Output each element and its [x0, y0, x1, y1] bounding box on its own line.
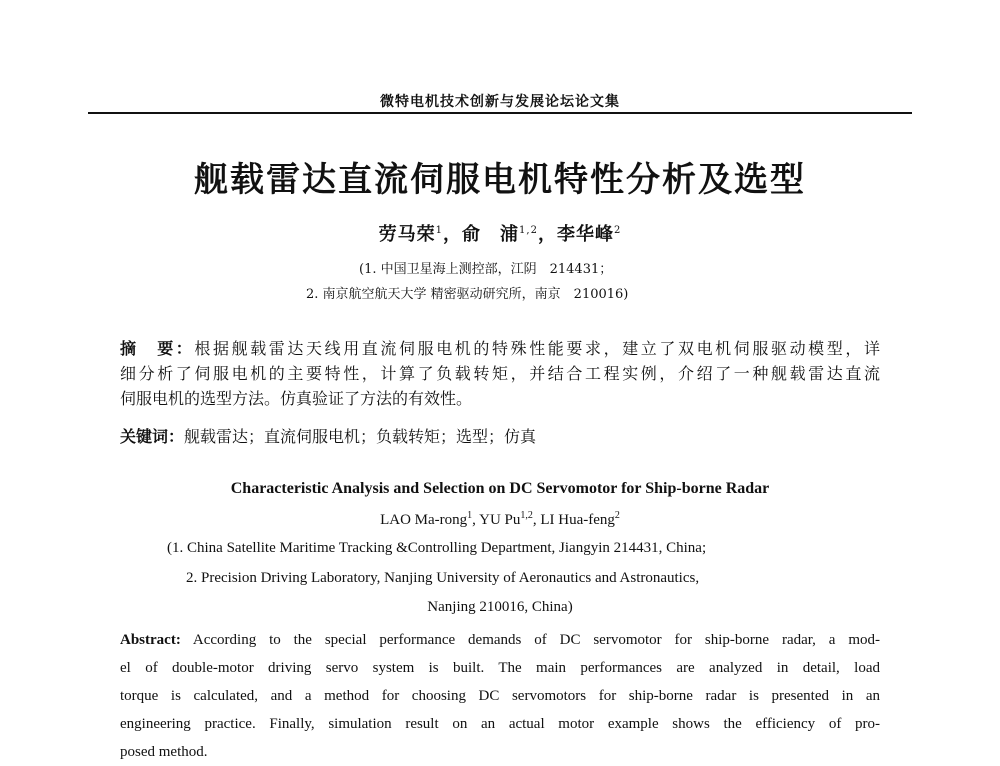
author-sup-en: 1,2 — [520, 510, 533, 521]
affiliation-cn-2: 2. 南京航空航天大学 精密驱动研究所，南京 210016) — [306, 287, 629, 302]
abstract-cn-line: 伺服电机的选型方法。仿真验证了方法的有效性。 — [120, 389, 473, 408]
abstract-en-label: Abstract: — [120, 632, 181, 648]
author-sup: 2 — [613, 225, 622, 236]
abstract-en-line: engineering practice. Finally, simulation result on an actual motor example shows the efficiency of pro- — [120, 716, 880, 732]
keywords-cn-label: 关键词： — [120, 427, 185, 446]
author-name-en: LI Hua-feng — [540, 512, 615, 528]
author-sup-en: 2 — [614, 510, 620, 521]
running-head: 微特电机技术创新与发展论坛论文集 — [380, 94, 620, 110]
author-name: 俞 浦 — [462, 224, 520, 245]
abstract-cn — [120, 336, 880, 411]
keywords-cn — [120, 424, 880, 449]
header-rule — [88, 112, 912, 114]
abstract-en-line: posed method. — [120, 744, 208, 760]
paper-title-cn: 舰载雷达直流伺服电机特性分析及选型 — [194, 160, 806, 200]
affiliation-en-1: (1. China Satellite Maritime Tracking &Controlling Department, Jiangyin 214431, China; — [167, 540, 707, 556]
authors-en — [0, 510, 1000, 529]
author-name-en: YU Pu — [479, 512, 521, 528]
abstract-cn-text: 根据舰载雷达天线用直流伺服电机的特殊性能要求，建立了双电机伺服驱动模型，详 — [194, 339, 880, 358]
author-name-en: LAO Ma-rong — [380, 512, 468, 528]
author-separator: ， — [443, 224, 463, 245]
author-name: 劳马荣 — [378, 224, 436, 245]
author-separator: ， — [537, 224, 557, 245]
affiliation-cn-1: (1. 中国卫星海上测控部，江阴 214431； — [359, 262, 613, 277]
abstract-cn-line — [120, 336, 880, 361]
author-sup-en: 1 — [467, 510, 473, 521]
author-name: 李华峰 — [556, 224, 614, 245]
authors-cn — [0, 220, 1000, 246]
abstract-en — [120, 626, 880, 766]
paper-title-en: Characteristic Analysis and Selection on DC Servomotor for Ship-borne Radar — [230, 480, 770, 497]
affiliation-en-2: 2. Precision Driving Laboratory, Nanjing University of Aeronautics and Astronautics, — [186, 570, 700, 586]
abstract-cn-label: 摘 要： — [120, 339, 195, 358]
abstract-en-line: torque is calculated, and a method for choosing DC servomotors for ship-borne radar is presented in an — [120, 688, 880, 704]
abstract-cn-line: 细分析了伺服电机的主要特性，计算了负载转矩，并结合工程实例，介绍了一种舰载雷达直流 — [120, 364, 880, 383]
keywords-cn-text: 舰载雷达；直流伺服电机；负载转矩；选型；仿真 — [184, 427, 537, 446]
author-sup: 1,2 — [519, 225, 538, 236]
abstract-en-line — [120, 626, 880, 654]
abstract-en-text: According to the special performance demands of DC servomotor for ship-borne radar, a mod- — [192, 632, 880, 648]
affiliation-en-3: Nanjing 210016, China) — [427, 599, 573, 615]
author-separator-en: , — [472, 512, 480, 528]
abstract-en-line: el of double-motor driving servo system is built. The main performances are analyzed in detail, load — [120, 660, 880, 676]
author-sup: 1 — [435, 225, 444, 236]
author-separator-en: , — [532, 512, 541, 528]
